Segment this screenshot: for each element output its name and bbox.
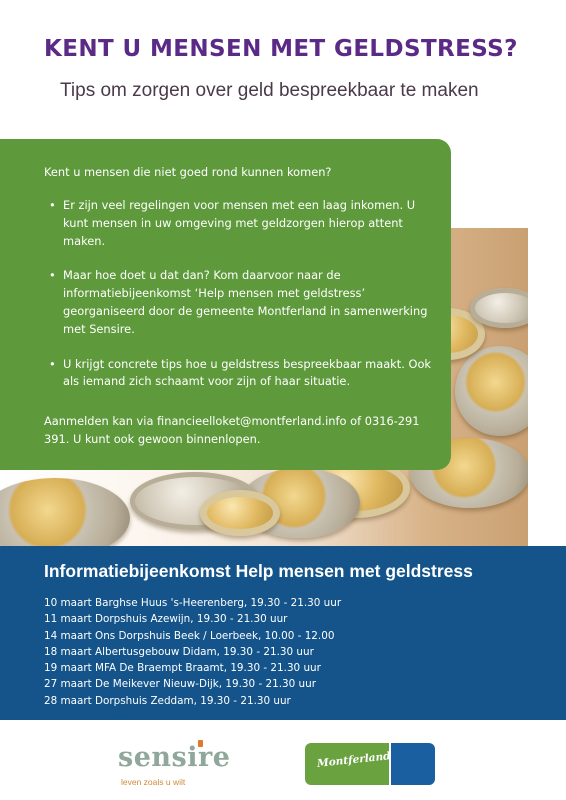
page-subtitle: Tips om zorgen over geld bespreekbaar te maken [60, 80, 479, 101]
session-item: 28 maart Dorpshuis Zeddam, 19.30 - 21.30 uur [44, 694, 291, 707]
sensire-tagline: leven zoals u wilt [121, 777, 186, 787]
montferland-wordmark: Montferland [316, 750, 392, 770]
bullet-icon: • [49, 268, 56, 283]
session-item: 19 maart MFA De Braempt Braamt, 19.30 - 21.30 uur [44, 662, 321, 675]
session-list [44, 595, 341, 709]
coin-image [0, 478, 130, 546]
coin-image [455, 346, 528, 436]
montferland-blue-block [391, 743, 435, 785]
info-bullet [49, 197, 434, 250]
schedule-section [0, 546, 566, 720]
session-item: 11 maart Dorpshuis Azewijn, 19.30 - 21.30 uur [44, 613, 288, 626]
sensire-wordmark: sensire [118, 742, 231, 773]
montferland-logo [305, 743, 437, 785]
info-bullet-text: Er zijn veel regelingen voor mensen met een laag inkomen. U kunt mensen in uw omgeving met geldzorgen hierop attent maken. [63, 198, 416, 248]
session-item: 18 maart Albertusgebouw Didam, 19.30 - 21.30 uur [44, 645, 314, 658]
info-bullet [49, 267, 434, 338]
registration-text: Aanmelden kan via financieelloket@montferland.info of 0316-291 391. U kunt ook gewoon binnenlopen. [44, 414, 420, 446]
info-bullet-text: Maar hoe doet u dat dan? Kom daarvoor naar de informatiebijeenkomst ‘Help mensen met geldstress’ georganiseerd door de gemeente Montferland in samenwerking met Sensire. [63, 268, 428, 336]
info-bullet-text: U krijgt concrete tips hoe u geldstress bespreekbaar maakt. Ook als iemand zich schaamt voor zijn of haar situatie. [63, 356, 432, 389]
info-bullet [49, 356, 434, 392]
schedule-title: Informatiebijeenkomst Help mensen met geldstress [44, 561, 473, 581]
info-box [0, 139, 451, 470]
bullet-icon: • [49, 198, 56, 212]
info-bullets [49, 197, 434, 408]
bullet-icon: • [49, 356, 56, 371]
session-item: 10 maart Barghse Huus 's-Heerenberg, 19.30 - 21.30 uur [44, 597, 342, 609]
info-intro: Kent u mensen die niet goed rond kunnen komen? [44, 165, 332, 179]
session-item: 27 maart De Meikever Nieuw-Dijk, 19.30 - 21.30 uur [44, 678, 317, 691]
montferland-green-block [305, 743, 392, 785]
coin-image [200, 490, 280, 536]
page-title: KENT U MENSEN MET GELDSTRESS? [44, 36, 518, 62]
session-item: 14 maart Ons Dorpshuis Beek / Loerbeek, 10.00 - 12.00 [44, 629, 335, 642]
sensire-logo [118, 740, 248, 790]
